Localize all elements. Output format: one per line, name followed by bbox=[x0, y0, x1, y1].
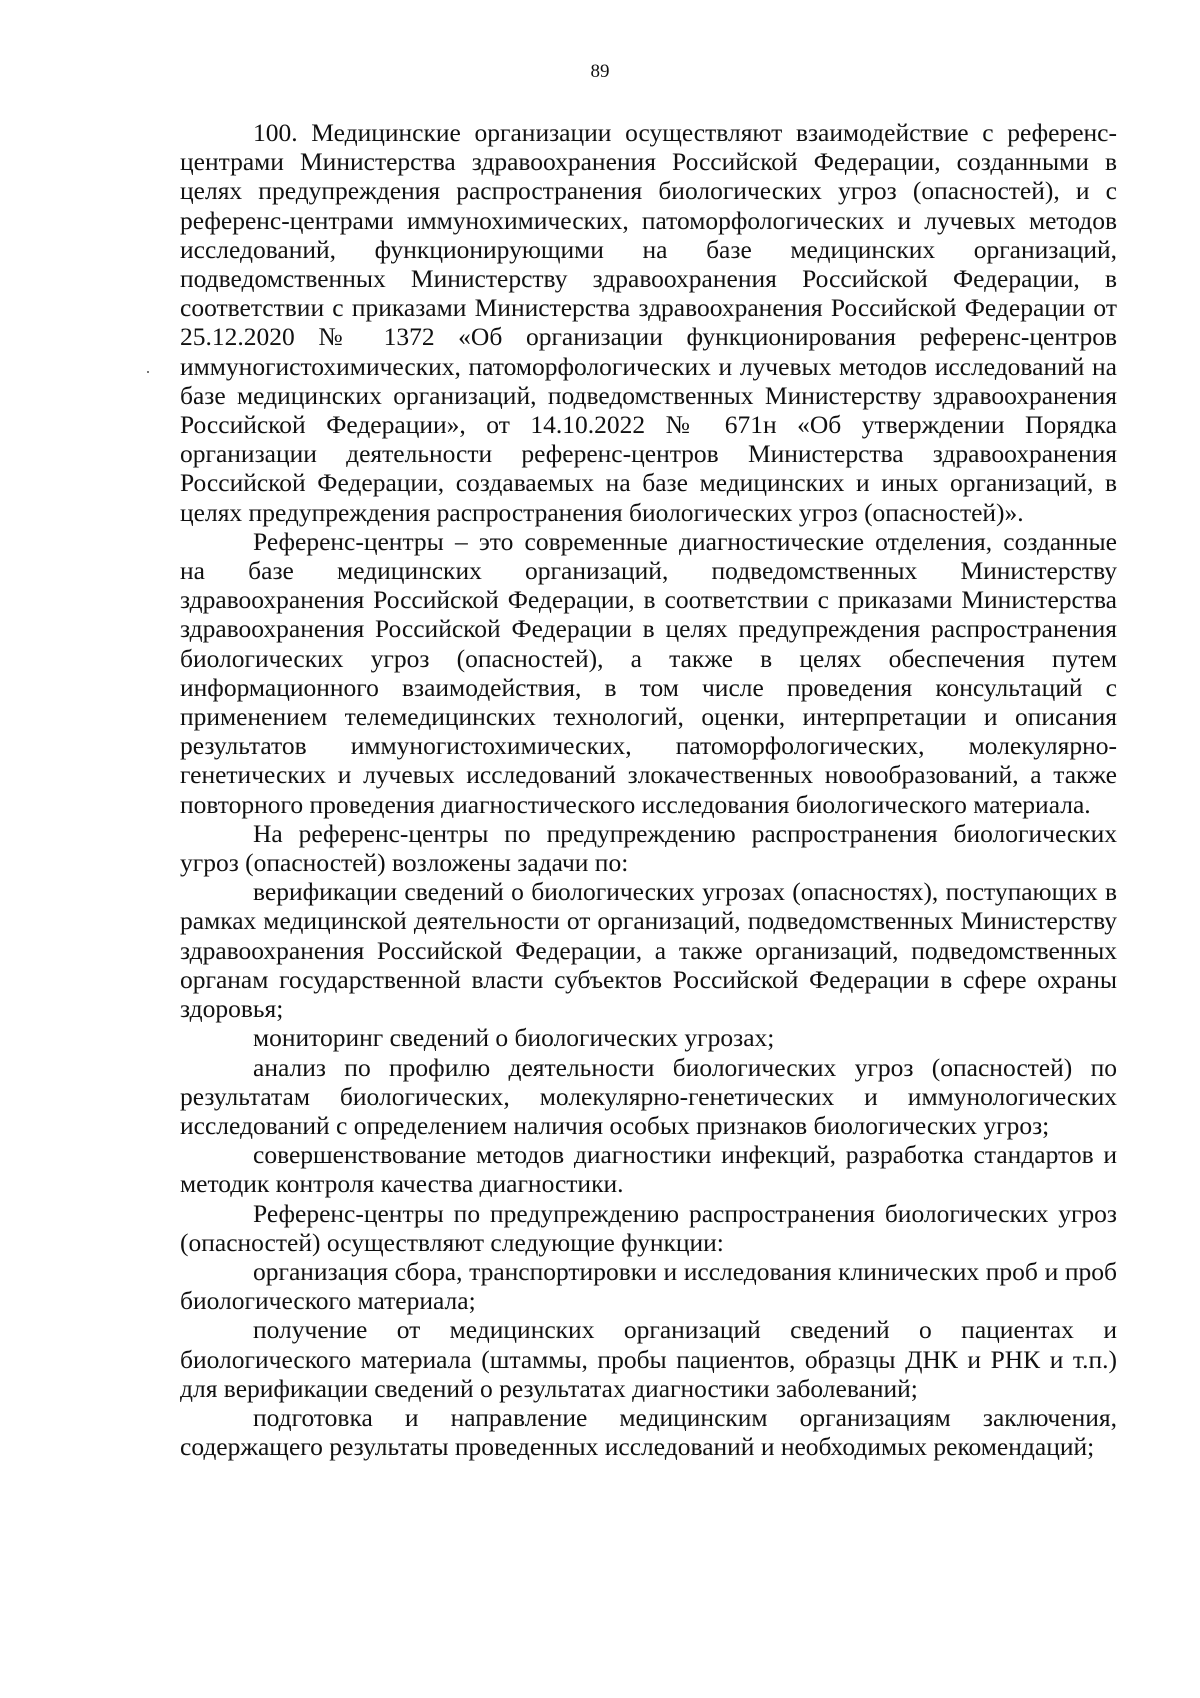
document-body bbox=[180, 118, 1117, 1461]
scan-speck bbox=[147, 371, 149, 373]
task-improvement: совершенствование методов диагностики инфекций, разработка стандартов и методик контроля качества диагностики. bbox=[180, 1140, 1117, 1199]
task-monitoring: мониторинг сведений о биологических угрозах; bbox=[253, 1023, 775, 1053]
task-analysis: анализ по профилю деятельности биологических угроз (опасностей) по результатам биологических, молекулярно-генетических и иммунологических исследований с определением наличия особых признаков биологических угроз; bbox=[180, 1052, 1117, 1140]
paragraph-item-100: 100. Медицинские организации осуществляют взаимодействие с референс-центрами Министерства здравоохранения Российской Федерации, созданными в целях предупреждения распространения биологических угроз (опасностей), и с референс-центрами иммунохимических, патоморфологических и лучевых методов исследований, функционирующими на базе медицинских организаций, подведомственных Министерству здравоохранения Российской Федерации, в соответствии с приказами Министерства здравоохранения Российской Федерации от 25.12.2020 № 1372 «Об организации функционирования референс-центров иммуногистохимических, патоморфологических и лучевых методов исследований на базе медицинских организаций, подведомственных Министерству здравоохранения Российской Федерации», от 14.10.2022 № 671н «Об утверждении Порядка организации деятельности референс-центров Министерства здравоохранения Российской Федерации, создаваемых на базе медицинских и иных организаций, в целях предупреждения распространения биологических угроз (опасностей)». bbox=[180, 118, 1117, 527]
function-sample-collection: организация сбора, транспортировки и исследования клинических проб и проб биологического материала; bbox=[180, 1256, 1117, 1316]
page-number: 89 bbox=[590, 61, 610, 82]
paragraph-functions-intro: Референс-центры по предупреждению распространения биологических угроз (опасностей) осуществляют следующие функции: bbox=[180, 1198, 1117, 1257]
task-verification: верификации сведений о биологических угрозах (опасностях), поступающих в рамках медицинской деятельности от организаций, подведомственных Министерству здравоохранения Российской Федерации, а также организаций, подведомственных органам государственной власти субъектов Российской Федерации в сфере охраны здоровья; bbox=[180, 877, 1117, 1024]
paragraph-reference-centers-definition: Референс-центры – это современные диагностические отделения, созданные на базе медицинских организаций, подведомственных Министерству здравоохранения Российской Федерации, в соответствии с приказами Министерства здравоохранения Российской Федерации в целях предупреждения распространения биологических угроз (опасностей), а также в целях обеспечения путем информационного взаимодействия, в том числе проведения консультаций с применением телемедицинских технологий, оценки, интерпретации и описания результатов иммуногистохимических, патоморфологических, молекулярно-генетических и лучевых исследований злокачественных новообразований, а также повторного проведения диагностического исследования биологического материала. bbox=[180, 526, 1117, 819]
function-conclusion-preparation: подготовка и направление медицинским организациям заключения, содержащего результаты проведенных исследований и необходимых рекомендаций; bbox=[180, 1402, 1117, 1462]
paragraph-tasks-intro: На референс-центры по предупреждению распространения биологических угроз (опасностей) возложены задачи по: bbox=[180, 818, 1117, 878]
function-data-receipt: получение от медицинских организаций сведений о пациентах и биологического материала (штаммы, пробы пациентов, образцы ДНК и РНК и т.п.) для верификации сведений о результатах диагностики заболеваний; bbox=[180, 1315, 1117, 1403]
